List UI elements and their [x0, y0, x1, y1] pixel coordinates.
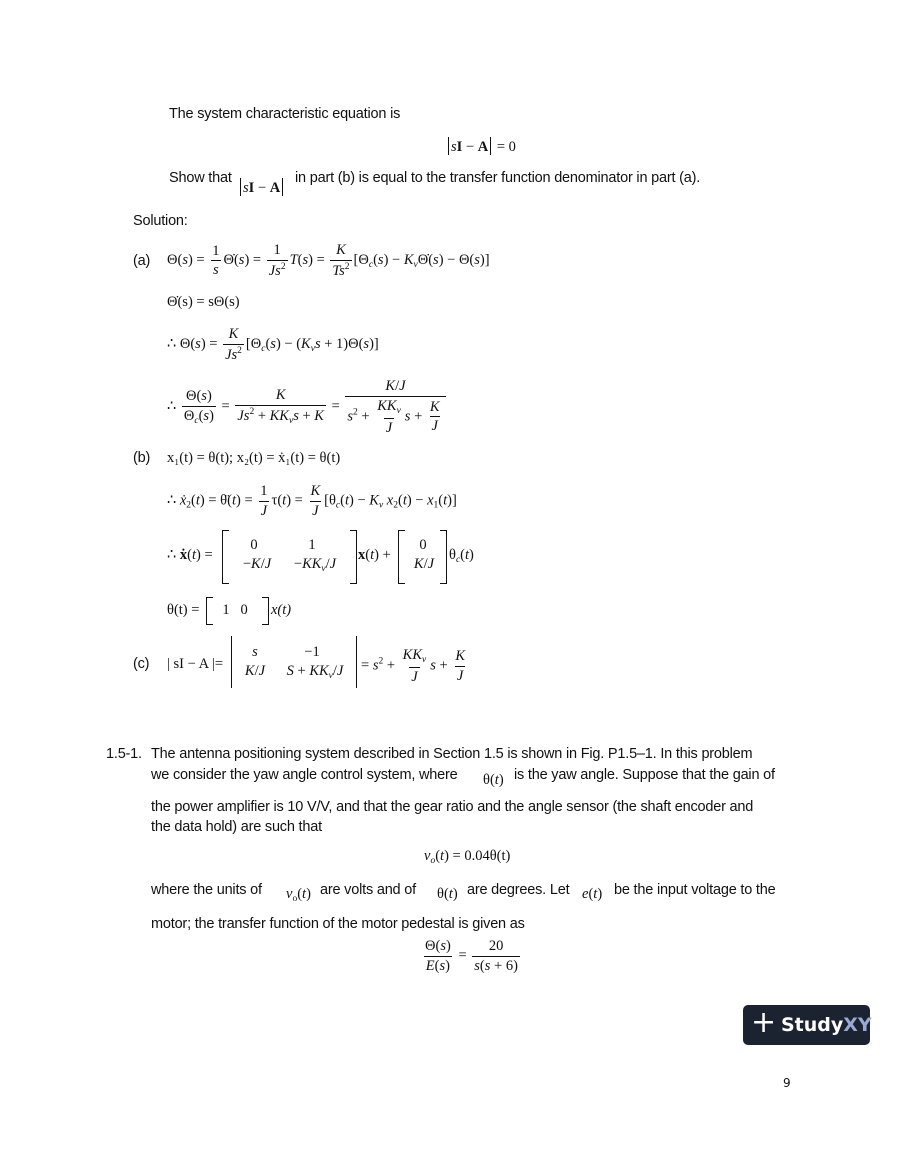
- characteristic-equation: sI − A = 0: [446, 137, 516, 156]
- determinant-right-bar: [356, 636, 357, 688]
- problem-line: be the input voltage to the: [614, 882, 776, 898]
- part-b-label: (b): [133, 450, 151, 466]
- part-a-equation-2: Θ̇(s) = sΘ(s): [167, 294, 240, 310]
- problem-line: are volts and of: [320, 882, 416, 898]
- theta-t-inline: θ(t): [437, 886, 458, 902]
- matrix-a-cell: 1: [308, 537, 316, 553]
- part-a-equation-1: Θ(s) = $\frac{1}{s}$ Θ̇(s) = $\frac{1}{Js^2}$ T(s) = $\frac{K}{Ts^2}$ [$\Theta_c(s)$ − $K_v\Thetȧ(s) - \Theta(s)$]: [167, 242, 490, 279]
- matrix-a-right-bracket: [350, 530, 357, 584]
- part-b-equation-2: ∴ ẋ$_2$(t) = θ̈(t) = $\frac{1}{J}$ τ(t) = $\frac{K}{J}$ [$\theta_c(t) - K_v$ $x_2(t) - x_1(t)$]: [167, 483, 457, 519]
- output-eq-rhs: x(t): [271, 602, 292, 618]
- part-a-equation-3: ∴ Θ(s) = $\frac{K}{Js^2}$ $[\Theta_c(s) - (K_vs + 1)\Theta(s)]$: [167, 326, 379, 363]
- si-minus-a-inline: sI − A: [238, 178, 285, 197]
- page-number: 9: [783, 1076, 791, 1090]
- matrix-b-cell: 0: [419, 537, 427, 553]
- determinant-left-bar: [231, 636, 232, 688]
- theta-t-inline: θ(t): [483, 772, 504, 788]
- matrix-a-cell: −K/J: [242, 556, 272, 572]
- problem-line: we consider the yaw angle control system, where: [151, 767, 458, 783]
- state-eq-x: x(t) +: [358, 547, 391, 563]
- vo-t-inline: $v_o(t)$: [286, 886, 311, 904]
- part-c-lhs: | sI − A |=: [167, 656, 224, 672]
- transfer-function: $\frac{\Theta(s)}{E(s)}$ = $\frac{20}{s(s + 6)}$: [425, 938, 518, 974]
- determinant-cell: $S + KK_v/J$: [286, 663, 344, 681]
- plus-icon: +: [751, 1005, 777, 1040]
- determinant-cell: s: [252, 644, 258, 660]
- problem-line: the data hold) are such that: [151, 819, 322, 835]
- show-that-rest: in part (b) is equal to the transfer function denominator in part (a).: [295, 170, 701, 186]
- part-a-equation-4: ∴ $\frac{\Theta(s)}{\Theta_c(s)}$ = $\frac{K}{Js^2 + KK_vs + K}$ = K/J $s^2$ + $\frac{KK_v}{J}$ s + $\frac{K}{J}$: [167, 378, 448, 436]
- matrix-b-cell: K/J: [413, 556, 435, 572]
- problem-line: is the yaw angle. Suppose that the gain of: [514, 767, 775, 783]
- problem-line: are degrees. Let: [467, 882, 570, 898]
- logo-text: StudyXY: [781, 1014, 872, 1036]
- matrix-c-row: 1 0: [222, 602, 248, 618]
- problem-line: motor; the transfer function of the motor pedestal is given as: [151, 916, 525, 932]
- problem-number: 1.5-1.: [106, 746, 142, 762]
- matrix-b-right-bracket: [440, 530, 447, 584]
- part-c-rhs: = $s^2$ + $\frac{KK_v}{J}$ s + $\frac{K}{J}$: [361, 647, 465, 685]
- intro-line: The system characteristic equation is: [169, 106, 401, 122]
- problem-line: the power amplifier is 10 V/V, and that the gear ratio and the angle sensor (the shaft encoder and: [151, 799, 754, 815]
- matrix-c-left-bracket: [206, 597, 213, 625]
- studyxy-logo: [743, 1005, 870, 1045]
- determinant-cell: K/J: [244, 663, 266, 679]
- e-t-inline: e(t): [582, 886, 603, 902]
- output-eq-lhs: θ(t) =: [167, 602, 200, 618]
- state-eq-input: $\theta_c(t)$: [449, 547, 474, 565]
- part-b-equation-1: x₁(t) = θ(t); x₂(t) = ẋ₁(t) = θ(t): [167, 450, 341, 466]
- part-a-label: (a): [133, 253, 151, 269]
- matrix-a-cell: $-KK_v/J$: [293, 556, 337, 574]
- problem-line: where the units of: [151, 882, 262, 898]
- solution-label: Solution:: [133, 213, 188, 229]
- matrix-a-cell: 0: [250, 537, 258, 553]
- sensor-equation: $v_o(t) = 0.04\theta(t)$: [424, 848, 511, 866]
- part-c-label: (c): [133, 656, 150, 672]
- show-that-text: Show that: [169, 170, 232, 186]
- matrix-a-left-bracket: [222, 530, 229, 584]
- state-eq-lhs: ∴ ẋ(t) =: [167, 547, 213, 563]
- determinant-cell: −1: [304, 644, 320, 660]
- problem-line: The antenna positioning system described in Section 1.5 is shown in Fig. P1.5–1. In this problem: [151, 746, 753, 762]
- matrix-c-right-bracket: [262, 597, 269, 625]
